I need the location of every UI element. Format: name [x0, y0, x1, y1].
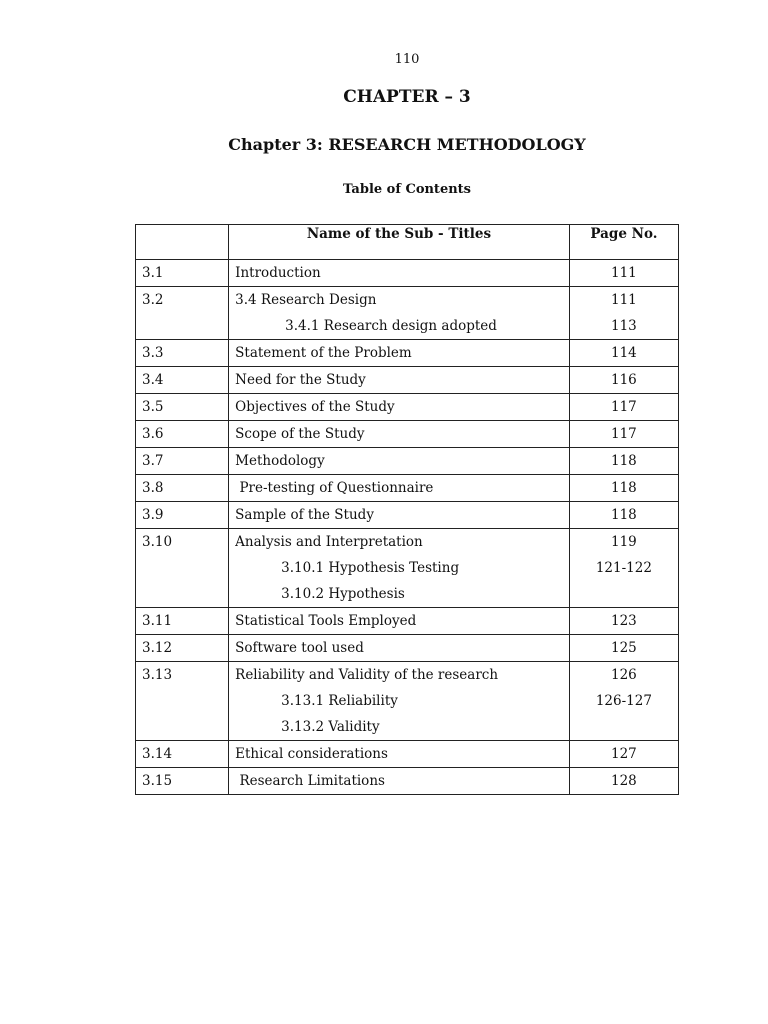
section-title-cell: [229, 421, 570, 448]
header-number: [136, 225, 229, 260]
table-row: [136, 741, 679, 768]
section-number: 3.4: [136, 367, 229, 394]
page-number-cell: [569, 768, 678, 795]
page-ref: 117: [611, 426, 637, 442]
section-title: 3.4 Research Design: [235, 292, 377, 308]
section-title-cell: [229, 741, 570, 768]
table-row: [136, 367, 679, 394]
page-number-cell: [569, 260, 678, 287]
page-number-cell: [569, 448, 678, 475]
subsection-title: 3.13.1 Reliability: [281, 693, 398, 709]
section-title: Pre-testing of Questionnaire: [235, 480, 434, 496]
page-number-cell: [569, 635, 678, 662]
section-title-cell: [229, 662, 570, 741]
page-ref: 128: [611, 773, 637, 789]
chapter-heading: CHAPTER – 3: [343, 87, 471, 107]
page-ref: 111: [611, 265, 637, 281]
section-number: 3.13: [136, 662, 229, 741]
table-row: [136, 768, 679, 795]
page-number-cell: [569, 475, 678, 502]
header-sub-titles: Name of the Sub - Titles: [229, 225, 570, 260]
section-title-cell: [229, 394, 570, 421]
page-number-cell: [569, 367, 678, 394]
page-ref: 121-122: [595, 560, 652, 576]
section-number: 3.12: [136, 635, 229, 662]
section-title-cell: [229, 475, 570, 502]
page-ref: 116: [611, 372, 637, 388]
section-title-cell: [229, 635, 570, 662]
section-number: 3.6: [136, 421, 229, 448]
subsection-title: 3.13.2 Validity: [281, 719, 380, 735]
page-ref: 111: [611, 292, 637, 308]
section-title-cell: [229, 448, 570, 475]
page-ref: 118: [611, 507, 637, 523]
page-ref: 113: [611, 318, 637, 334]
section-number: 3.14: [136, 741, 229, 768]
table-row: [136, 421, 679, 448]
page-ref: 123: [611, 613, 637, 629]
section-title: Statement of the Problem: [235, 345, 412, 361]
section-number: 3.3: [136, 340, 229, 367]
header-page-no: Page No.: [569, 225, 678, 260]
table-row: [136, 448, 679, 475]
section-title-cell: [229, 340, 570, 367]
page-number-cell: [569, 741, 678, 768]
section-title-cell: [229, 367, 570, 394]
table-row: [136, 608, 679, 635]
section-title-cell: [229, 260, 570, 287]
subsection-title: 3.4.1 Research design adopted: [285, 318, 497, 334]
page-ref: 126: [611, 667, 637, 683]
section-title-cell: [229, 608, 570, 635]
page-ref: 119: [611, 534, 637, 550]
page-number-cell: [569, 502, 678, 529]
section-number: 3.5: [136, 394, 229, 421]
section-number: 3.1: [136, 260, 229, 287]
table-row: [136, 287, 679, 340]
section-number: 3.2: [136, 287, 229, 340]
section-title: Ethical considerations: [235, 746, 388, 762]
section-title-cell: [229, 502, 570, 529]
page-ref: 118: [611, 453, 637, 469]
section-title: Objectives of the Study: [235, 399, 395, 415]
page-number-cell: [569, 287, 678, 340]
table-row: [136, 340, 679, 367]
section-number: 3.11: [136, 608, 229, 635]
page-number-cell: [569, 421, 678, 448]
page-number-cell: [569, 608, 678, 635]
page-ref: 117: [611, 399, 637, 415]
page-number-cell: [569, 394, 678, 421]
section-title-cell: [229, 529, 570, 608]
section-title: Scope of the Study: [235, 426, 365, 442]
section-title: Research Limitations: [235, 773, 385, 789]
section-title: Introduction: [235, 265, 321, 281]
table-row: [136, 502, 679, 529]
section-number: 3.7: [136, 448, 229, 475]
subsection-title: 3.10.1 Hypothesis Testing: [281, 560, 460, 576]
chapter-title: Chapter 3: RESEARCH METHODOLOGY: [228, 135, 586, 154]
page-ref: 125: [611, 640, 637, 656]
table-row: [136, 529, 679, 608]
section-title: Software tool used: [235, 640, 364, 656]
section-title-cell: [229, 287, 570, 340]
table-of-contents: [135, 224, 679, 795]
section-title-cell: [229, 768, 570, 795]
page-number-cell: [569, 529, 678, 608]
section-number: 3.8: [136, 475, 229, 502]
page-number-cell: [569, 662, 678, 741]
table-row: [136, 260, 679, 287]
page-ref: 127: [611, 746, 637, 762]
section-title: Need for the Study: [235, 372, 366, 388]
section-number: 3.15: [136, 768, 229, 795]
table-header-row: [136, 225, 679, 260]
section-title: Methodology: [235, 453, 325, 469]
table-row: [136, 475, 679, 502]
section-number: 3.10: [136, 529, 229, 608]
table-row: [136, 394, 679, 421]
page-ref: 118: [611, 480, 637, 496]
section-title: Statistical Tools Employed: [235, 613, 417, 629]
table-row: [136, 635, 679, 662]
page-number: 110: [394, 52, 420, 67]
page-ref: 126-127: [595, 693, 652, 709]
section-title: Analysis and Interpretation: [235, 534, 423, 550]
toc-heading: Table of Contents: [343, 182, 471, 197]
page-number-cell: [569, 340, 678, 367]
section-title: Sample of the Study: [235, 507, 374, 523]
section-title: Reliability and Validity of the research: [235, 667, 499, 683]
page-ref: 114: [611, 345, 637, 361]
table-row: [136, 662, 679, 741]
subsection-title: 3.10.2 Hypothesis: [281, 586, 405, 602]
section-number: 3.9: [136, 502, 229, 529]
